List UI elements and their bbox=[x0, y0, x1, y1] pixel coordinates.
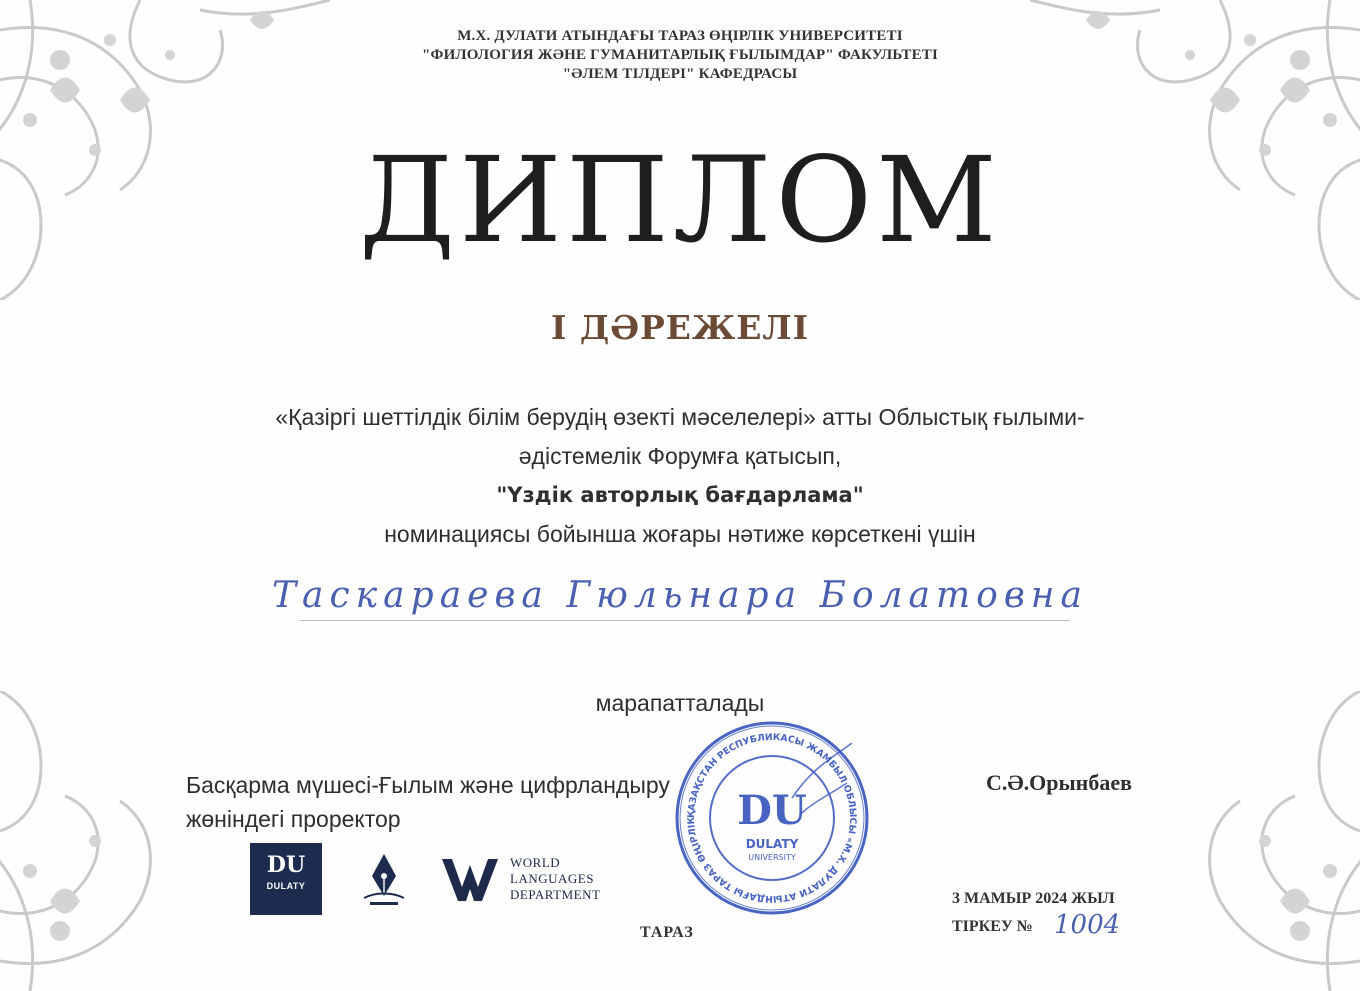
ornament-icon bbox=[0, 691, 330, 991]
official-stamp bbox=[672, 718, 872, 918]
description-line-4: номинациясы бойынша жоғары нәтиже көрсеткені үшін bbox=[384, 521, 976, 547]
signatory-name: С.Ә.Орынбаев bbox=[986, 770, 1132, 795]
department-name: "ӘЛЕМ ТІЛДЕРІ" КАФЕДРАСЫ bbox=[562, 66, 798, 82]
wld-line-3: DEPARTMENT bbox=[510, 887, 601, 902]
recipient-name: Таскараева Гюльнара Болатовна bbox=[272, 575, 1088, 616]
city-name: ТАРАЗ bbox=[640, 924, 694, 941]
registration-number: 1004 bbox=[1054, 910, 1121, 940]
dulaty-logo-mark: DU bbox=[266, 852, 306, 878]
wld-line-1: WORLD bbox=[510, 855, 561, 870]
position-line-1: Басқарма мүшесі-Ғылым және цифрландыру bbox=[186, 772, 670, 798]
stamp-center-text-2: UNIVERSITY bbox=[748, 853, 796, 862]
wl-monogram-icon bbox=[440, 855, 500, 905]
stamp-seal-icon bbox=[672, 718, 872, 918]
diploma-title: ДИПЛОМ bbox=[359, 131, 1001, 269]
world-languages-text bbox=[510, 855, 600, 903]
signatory-position bbox=[186, 768, 670, 836]
position-line-2: жөніндегі проректор bbox=[186, 806, 401, 832]
world-languages-logo-mark bbox=[440, 855, 500, 905]
awarded-text: марапатталады bbox=[595, 690, 765, 716]
registration-label: ТІРКЕУ № bbox=[952, 918, 1033, 935]
faculty-name: "ФИЛОЛОГИЯ ЖӘНЕ ГУМАНИТАРЛЫҚ ҒЫЛЫМДАР" ФАКУЛЬТЕТІ bbox=[421, 47, 939, 63]
university-name: М.Х. ДУЛАТИ АТЫНДАҒЫ ТАРАЗ ӨҢІРЛІК УНИВЕРСИТЕТІ bbox=[457, 28, 903, 44]
dulaty-logo-text: DULATY bbox=[266, 881, 306, 891]
dulaty-university-logo bbox=[250, 843, 322, 915]
award-description bbox=[0, 398, 1360, 554]
stamp-center-text-1: DULATY bbox=[745, 837, 799, 851]
pen-nib-icon bbox=[352, 848, 416, 910]
nomination-name: "Үздік авторлық бағдарлама" bbox=[496, 483, 864, 507]
stamp-ring-text: ҚАЗАҚСТАН РЕСПУБЛИКАСЫ ЖАМБЫЛ ОБЛЫСЫ «М.Х. ДУЛАТИ АТЫНДАҒЫ ТАРАЗ ӨҢІРЛІК bbox=[685, 731, 859, 905]
issue-date: 3 МАМЫР 2024 ЖЫЛ bbox=[952, 890, 1115, 907]
ornament-icon bbox=[1030, 691, 1360, 991]
description-line-1: «Қазіргі шеттілдік білім берудің өзекті мәселелері» атты Облыстық ғылыми- bbox=[275, 404, 1085, 430]
wld-line-2: LANGUAGES bbox=[510, 871, 594, 886]
stamp-center-mark: DU bbox=[737, 787, 807, 834]
university-header bbox=[0, 27, 1360, 84]
description-line-2: әдістемелік Форумға қатысып, bbox=[518, 443, 842, 469]
corner-ornament-bottom-left bbox=[0, 691, 330, 991]
corner-ornament-bottom-right bbox=[1030, 691, 1360, 991]
pen-nib-logo bbox=[352, 848, 416, 910]
recipient-underline bbox=[300, 620, 1070, 621]
degree-label: I ДӘРЕЖЕЛІ bbox=[550, 308, 810, 347]
